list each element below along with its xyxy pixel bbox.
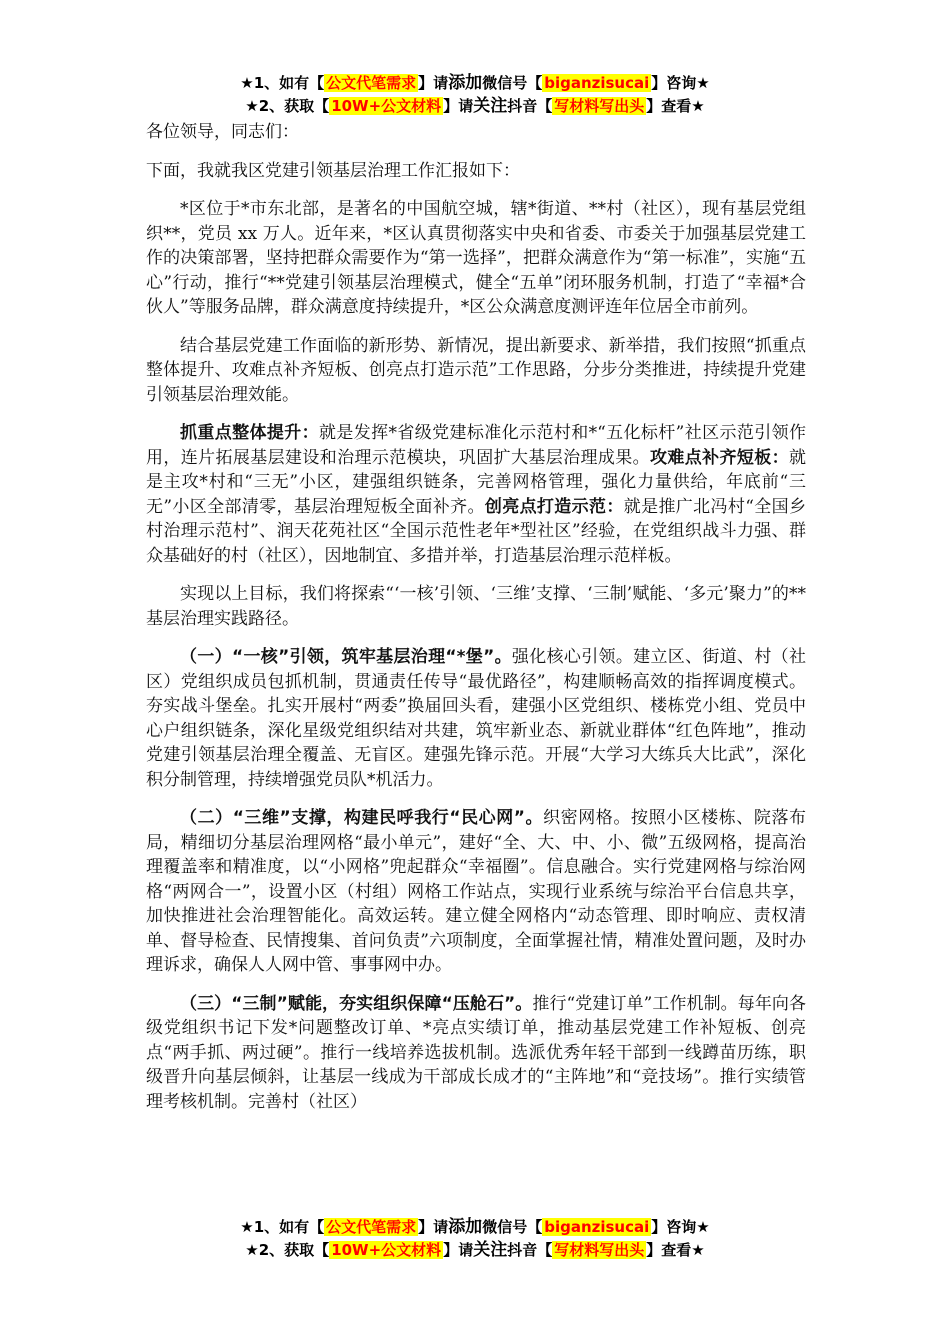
- bottom-ad-line-1: [0, 1216, 950, 1238]
- section-heading: （一）“一核”引领，筑牢基层治理“*堡”。: [180, 647, 512, 667]
- highlight-text: 10W+公文材料: [331, 97, 442, 115]
- section-text: 推行“党建订单”工作机制。每年向各级党组织书记下发*问题整改订单、*亮点实绩订单，推动基层党建工作补短板、创亮点“两手抓、两过硬”。推行一线培养选拔机制。选派优秀年轻干部到一线蹲苗历练，职级晋升向基层倾斜，让基层一线成为干部成长成才的“主阵地”和“竞技场”。推行实绩管理考核机制。完善村（社区）: [146, 993, 806, 1112]
- goal-text: 就是推广北冯村“全国乡村治理示范村”、润天花苑社区“全国示范性老年*型社区”经验，在党组织战斗力强、群众基础好的村（社区），因地制宜、多措并举，打造基层治理示范样板。: [146, 496, 807, 566]
- section-3: [146, 992, 806, 1115]
- ad-emphasis: 关注: [473, 1240, 508, 1260]
- paragraph-approach: 结合基层党建工作面临的新形势、新情况，提出新要求、新举措，我们按照“抓重点整体提升、攻难点补齐短板、创亮点打造示范”工作思路，分步分类推进，持续提升党建引领基层治理效能。: [146, 335, 806, 405]
- star-text: ★1、如有【: [240, 74, 325, 92]
- goal-heading: 攻难点补齐短板：: [649, 447, 790, 468]
- ad-text: 】查看★: [646, 1241, 705, 1259]
- paragraph-path: 实现以上目标，我们将探索“‘一核’引领、‘三维’支撑、‘三制’赋能、‘多元’聚力”的**基层治理实践路径。: [146, 584, 806, 629]
- wechat-id: biganzisucai: [544, 1218, 650, 1236]
- ad-text: 抖音【: [507, 97, 553, 115]
- ad-text: 】查看★: [646, 97, 705, 115]
- ad-emphasis: 添加: [448, 73, 483, 93]
- ad-text: 】咨询★: [651, 1218, 710, 1236]
- greeting: 各位领导，同志们：: [146, 122, 299, 142]
- ad-emphasis: 关注: [473, 96, 508, 116]
- highlight-text: 公文代笔需求: [326, 74, 417, 92]
- top-ad-line-1: [0, 72, 950, 94]
- paragraph-goals: [146, 421, 806, 568]
- section-2: [146, 806, 806, 978]
- goal-heading: 抓重点整体提升：: [180, 423, 320, 443]
- ad-text: 】咨询★: [651, 74, 710, 92]
- douyin-id: 写材料写出头: [554, 1241, 645, 1259]
- star-text: ★2、获取【: [245, 97, 330, 115]
- document-body: [146, 120, 806, 1128]
- ad-text: 】请: [418, 1218, 449, 1236]
- star-text: ★1、如有【: [240, 1218, 325, 1236]
- star-text: ★2、获取【: [245, 1241, 330, 1259]
- intro-line: 下面，我就我区党建引领基层治理工作汇报如下：: [146, 160, 520, 181]
- section-text: 织密网格。按照小区楼栋、院落布局，精细切分基层治理网格“最小单元”，建好“全、大、中、小、微”五级网格，提高治理覆盖率和精准度，以“小网格”兜起群众“幸福圈”。信息融合。实行党建网格与综治网格“两网合一”，设置小区（村组）网格工作站点，实现行业系统与综治平台信息共享，加快推进社会治理智能化。高效运转。建立健全网格内“动态管理、即时响应、责权清单、督导检查、民情搜集、首问负责”六项制度，全面掌握社情，精准处置问题，及时办理诉求，确保人人网中管、事事网中办。: [146, 808, 807, 975]
- section-heading: （三）“三制”赋能，夯实组织保障“压舱石”。: [180, 993, 533, 1014]
- wechat-id: biganzisucai: [544, 74, 650, 92]
- top-ad-line-2: [0, 95, 950, 117]
- ad-text: 抖音【: [507, 1241, 553, 1259]
- section-text: 强化核心引领。建立区、街道、村（社区）党组织成员包抓机制，贯通责任传导“最优路径”，构建顺畅高效的指挥调度模式。夯实战斗堡垒。扎实开展村“两委”换届回头看，建强小区党组织、楼栋党小组、党员中心户组织链条，深化星级党组织结对共建，筑牢新业态、新就业群体“红色阵地”，推动党建引领基层治理全覆盖、无盲区。建强先锋示范。开展“大学习大练兵大比武”，深化积分制管理，持续增强党员队*机活力。: [146, 647, 806, 790]
- goal-text: 就是发挥*省级党建标准化示范村和*“五化标杆”社区示范引领作用，连片拓展基层建设和治理示范模块，巩固扩大基层治理成果。: [146, 423, 806, 468]
- ad-text: 】请: [418, 74, 449, 92]
- highlight-text: 10W+公文材料: [331, 1241, 442, 1259]
- section-heading: （二）“三维”支撑，构建民呼我行“民心网”。: [180, 808, 544, 828]
- goal-heading: 创亮点打造示范：: [484, 496, 624, 517]
- ad-text: 】请: [443, 1241, 474, 1259]
- bottom-ad-line-2: [0, 1239, 950, 1261]
- paragraph-overview: *区位于*市东北部，是著名的中国航空城，辖*街道、**村（社区），现有基层党组织**，党员 xx 万人。近年来，*区认真贯彻落实中央和省委、市委关于加强基层党建工作的决策部署，坚持把群众需要作为“第一选择”，把群众满意作为“第一标准”，实施“五心”行动，推行“**党建引领基层治理模式，健全“五单”闭环服务机制，打造了“幸福*合伙人”等服务品牌，群众满意度持续提升，*区公众满意度测评连年位居全市前列。: [146, 199, 806, 317]
- highlight-text: 公文代笔需求: [326, 1218, 417, 1236]
- ad-text: 微信号【: [482, 1218, 543, 1236]
- ad-emphasis: 添加: [448, 1217, 483, 1237]
- section-1: [146, 645, 806, 792]
- goal-text: 就是主攻*村和“三无”小区，建强组织链条，完善网格管理，强化力量供给，年底前“三无”小区全部清零，基层治理短板全面补齐。: [146, 447, 807, 517]
- douyin-id: 写材料写出头: [554, 97, 645, 115]
- ad-text: 微信号【: [482, 74, 543, 92]
- ad-text: 】请: [443, 97, 474, 115]
